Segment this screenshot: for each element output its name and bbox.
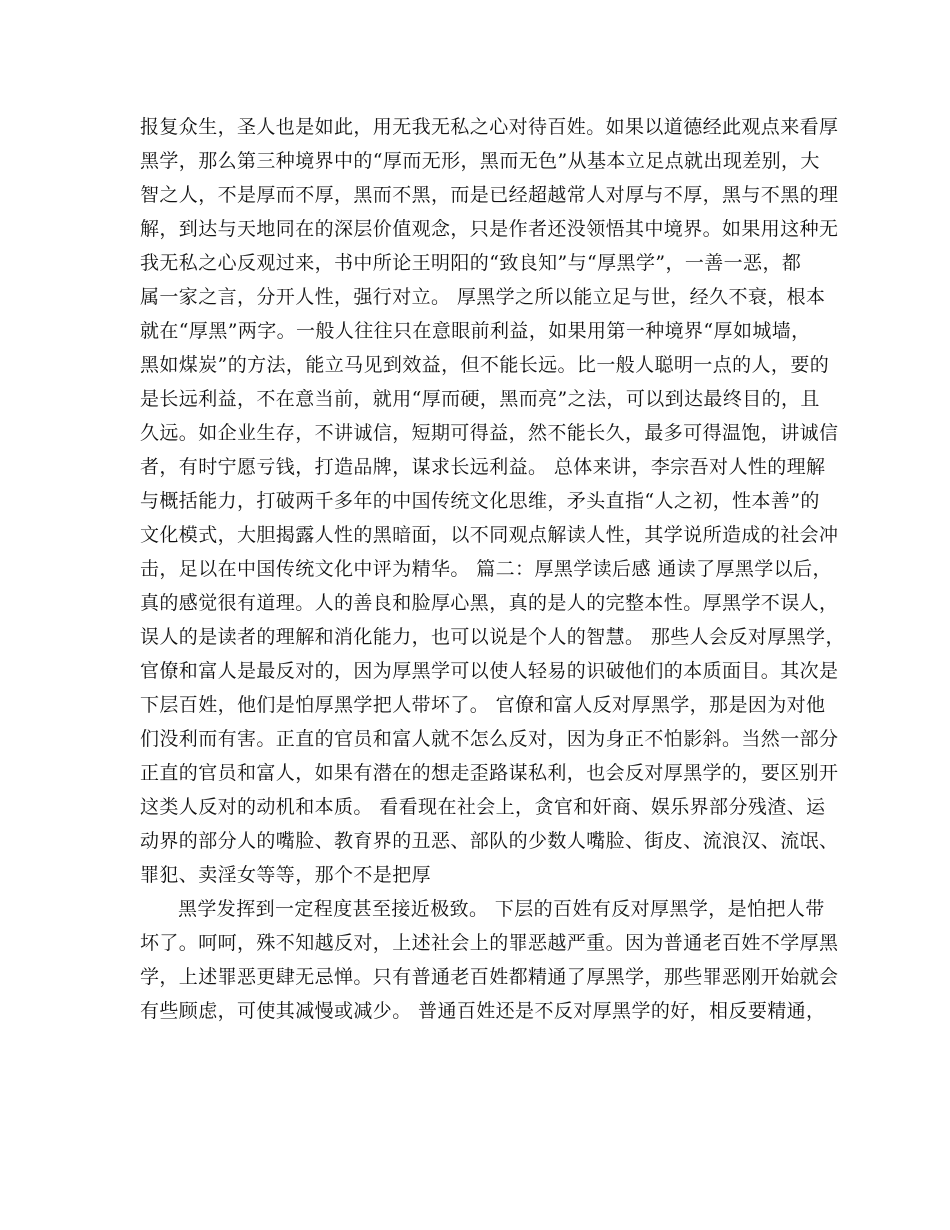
text-line: 属一家之言，分开人性，强行对立。 厚黑学之所以能立足与世，经久不衰，根本 <box>140 286 826 308</box>
text-line: 击，足以在中国传统文化中评为精华。 篇二：厚黑学读后感 通读了厚黑学以后， <box>140 558 832 580</box>
text-line: 误人的是读者的理解和消化能力，也可以说是个人的智慧。 那些人会反对厚黑学， <box>140 626 845 648</box>
text-line: 者，有时宁愿亏钱，打造品牌，谋求长远利益。 总体来讲，李宗吾对人性的理解 <box>140 456 826 478</box>
text-line: 正直的官员和富人，如果有潜在的想走歪路谋私利，也会反对厚黑学的，要区别开 <box>140 762 839 784</box>
text-line: 黑如煤炭”的方法，能立马见到效益，但不能长远。比一般人聪明一点的人，要的 <box>140 354 830 376</box>
body-text <box>140 110 845 1028</box>
text-line: 报复众生，圣人也是如此，用无我无私之心对待百姓。如果以道德经此观点来看厚 <box>140 116 839 138</box>
text-line: 是长远利益，不在意当前，就用“厚而硬，黑而亮”之法，可以到达最终目的，且 <box>140 388 820 410</box>
text-line: 黑学，那么第三种境界中的“厚而无形，黑而无色”从基本立足点就出现差别，大 <box>140 150 820 172</box>
text-line: 学，上述罪恶更肆无忌惮。只有普通老百姓都精通了厚黑学，那些罪恶刚开始就会 <box>140 966 839 988</box>
text-line: 真的感觉很有道理。人的善良和脸厚心黑，真的是人的完整本性。厚黑学不误人， <box>140 592 839 614</box>
text-line: 有些顾虑，可使其减慢或减少。 普通百姓还是不反对厚黑学的好，相反要精通， <box>140 1000 826 1022</box>
paragraph-first-line: 黑学发挥到一定程度甚至接近极致。 下层的百姓有反对厚黑学，是怕把人带 <box>178 898 825 920</box>
text-line: 动界的部分人的嘴脸、教育界的丑恶、部队的少数人嘴脸、街皮、流浪汉、流氓、 <box>140 830 839 852</box>
text-line: 下层百姓，他们是怕厚黑学把人带坏了。 官僚和富人反对厚黑学，那是因为对他 <box>140 694 826 716</box>
text-line: 官僚和富人是最反对的，因为厚黑学可以使人轻易的识破他们的本质面目。其次是 <box>140 660 839 682</box>
text-line: 们没利而有害。正直的官员和富人就不怎么反对，因为身正不怕影斜。当然一部分 <box>140 728 839 750</box>
text-line: 我无私之心反观过来，书中所论王明阳的“致良知”与“厚黑学”，一善一恶，都 <box>140 252 802 274</box>
text-line: 这类人反对的动机和本质。 看看现在社会上，贪官和奸商、娱乐界部分残渣、运 <box>140 796 826 818</box>
text-line: 与概括能力，打破两千多年的中国传统文化思维，矛头直指“人之初，性本善”的 <box>140 490 820 512</box>
text-line: 久远。如企业生存，不讲诚信，短期可得益，然不能长久，最多可得温饱，讲诚信 <box>140 422 839 444</box>
text-line: 文化模式，大胆揭露人性的黑暗面，以不同观点解读人性，其学说所造成的社会冲 <box>140 524 839 546</box>
text-line: 智之人，不是厚而不厚，黑而不黑，而是已经超越常人对厚与不厚，黑与不黑的理 <box>140 184 839 206</box>
text-line: 就在“厚黑”两字。一般人往往只在意眼前利益，如果用第一种境界“厚如城墙， <box>140 320 811 342</box>
text-line: 罪犯、卖淫女等等，那个不是把厚 <box>140 864 432 886</box>
text-line: 解，到达与天地同在的深层价值观念，只是作者还没领悟其中境界。如果用这种无 <box>140 218 839 240</box>
text-line: 坏了。呵呵，殊不知越反对，上述社会上的罪恶越严重。因为普通老百姓不学厚黑 <box>140 932 839 954</box>
